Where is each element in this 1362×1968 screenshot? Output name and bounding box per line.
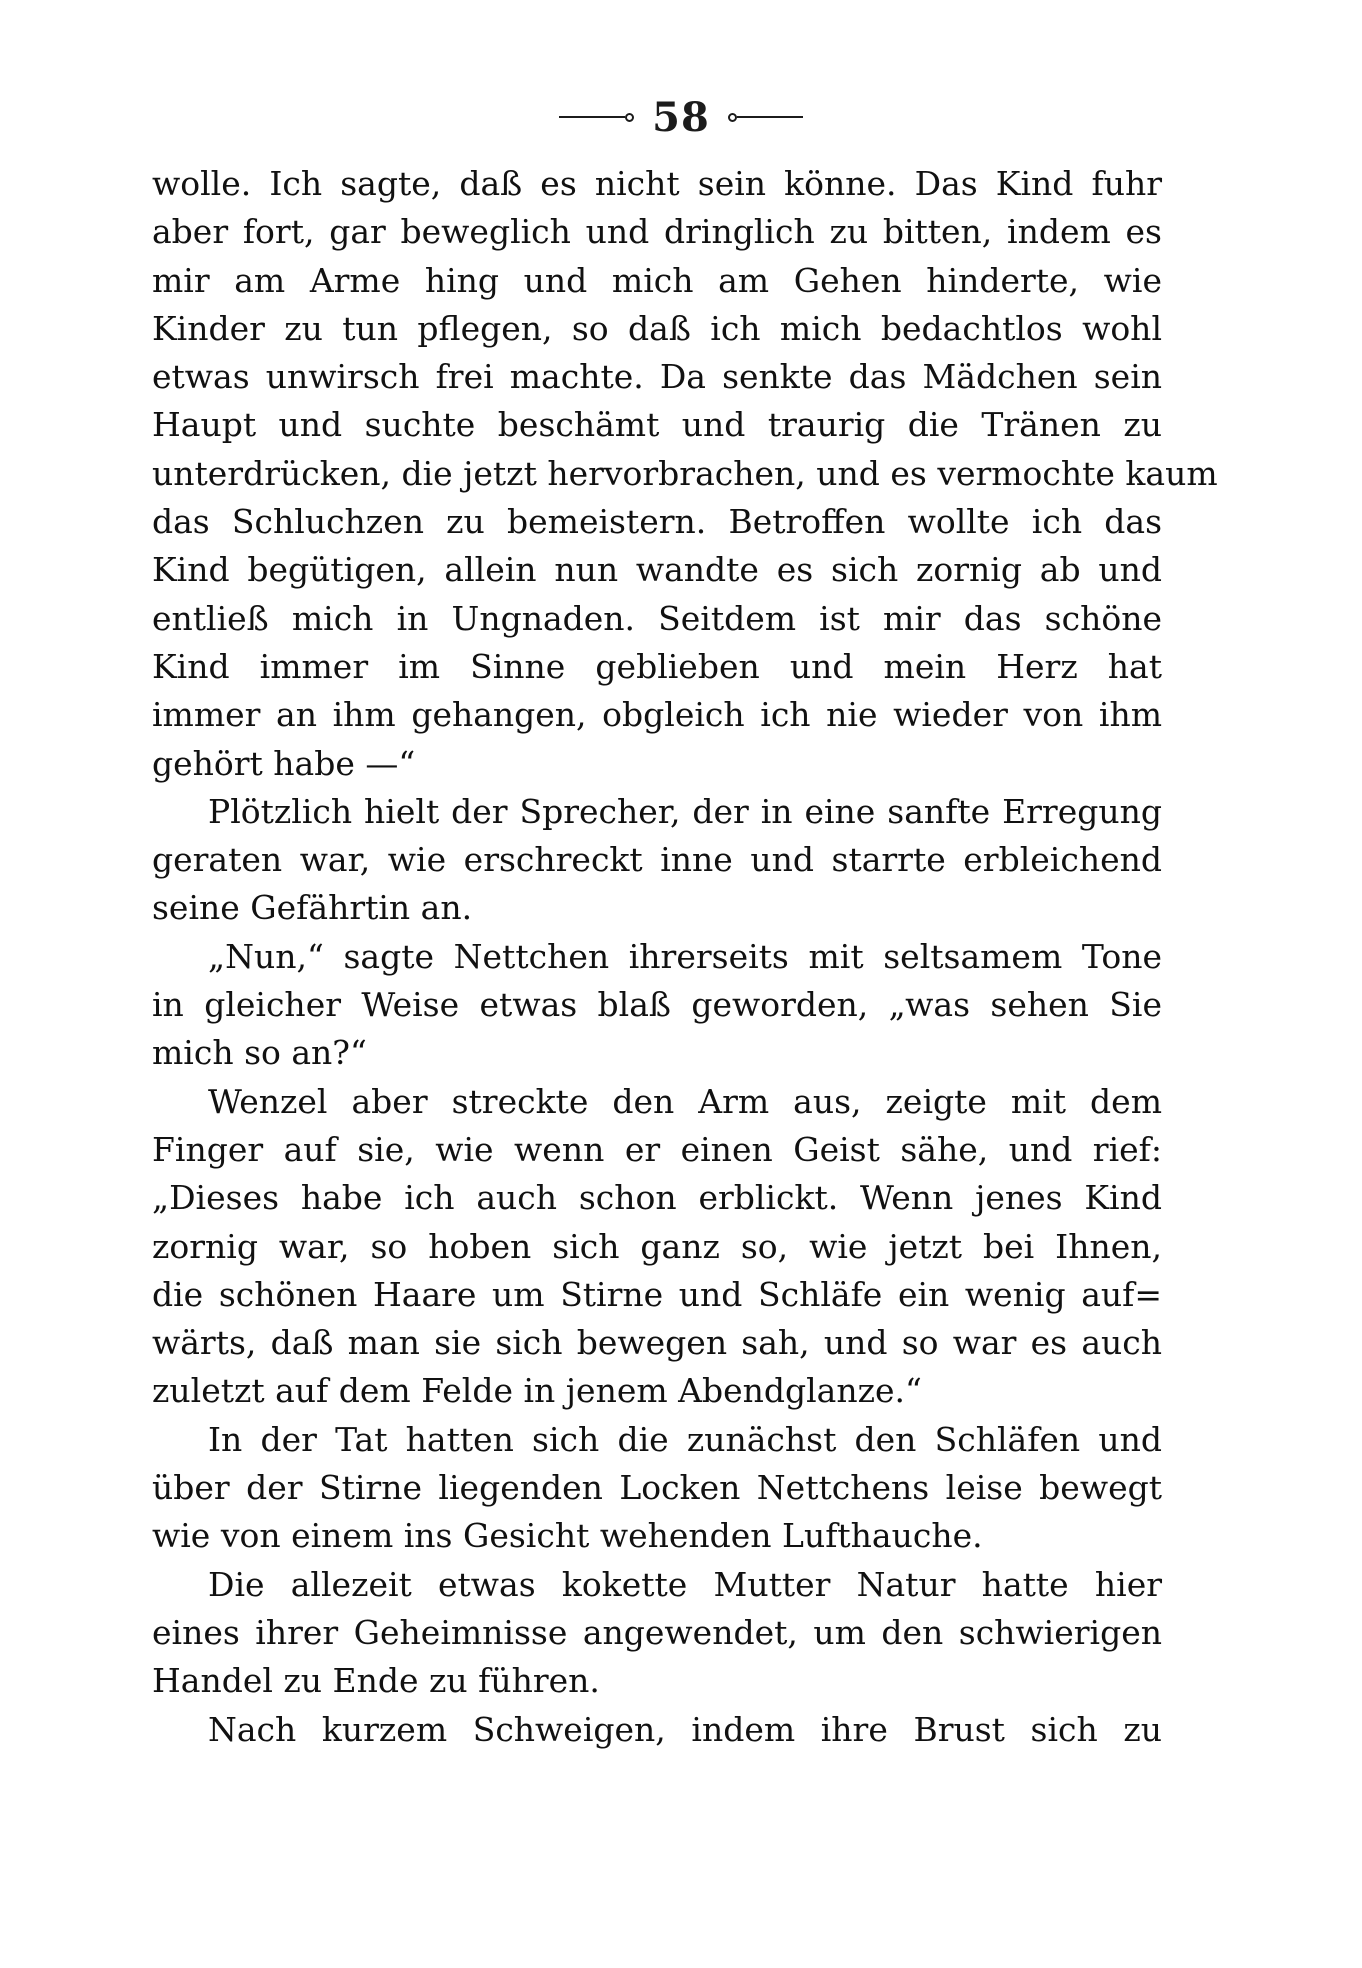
text-line: wolle. Ich sagte, daß es nicht sein könne. Das Kind fuhr xyxy=(152,164,1162,203)
page-header xyxy=(0,92,1362,142)
text-line: eines ihrer Geheimnisse angewendet, um den schwierigen xyxy=(152,1612,1162,1652)
paragraph-first-line: Plötzlich hielt der Sprecher, der in eine sanfte Erregung xyxy=(208,791,1162,831)
text-line: Kind begütigen, allein nun wandte es sich zornig ab und xyxy=(152,550,1162,590)
right-ornament-rule xyxy=(728,113,803,122)
text-line: in gleicher Weise etwas blaß geworden, „was sehen Sie xyxy=(152,985,1162,1025)
text-line: Kind immer im Sinne geblieben und mein Herz hat xyxy=(152,646,1162,686)
text-line: Haupt und suchte beschämt und traurig die Tränen zu xyxy=(152,405,1162,445)
text-line: Handel zu Ende zu führen. xyxy=(152,1661,600,1701)
text-line: die schönen Haare um Stirne und Schläfe ein wenig auf= xyxy=(152,1274,1162,1314)
text-line: über der Stirne liegenden Locken Nettchens leise bewegt xyxy=(152,1468,1162,1508)
left-ornament-rule xyxy=(559,113,634,122)
text-line: unterdrücken, die jetzt hervorbrachen, und es vermochte kaum xyxy=(152,453,1218,493)
text-line: „Dieses habe ich auch schon erblickt. Wenn jenes Kind xyxy=(152,1178,1162,1218)
text-line: das Schluchzen zu bemeistern. Betroffen wollte ich das xyxy=(152,502,1162,542)
text-line: mir am Arme hing und mich am Gehen hinderte, wie xyxy=(152,260,1162,300)
body-text xyxy=(152,160,1218,1754)
text-line: gehört habe —“ xyxy=(152,743,416,783)
text-line: immer an ihm gehangen, obgleich ich nie wieder von ihm xyxy=(152,695,1162,735)
text-line: seine Gefährtin an. xyxy=(152,888,473,928)
paragraph-first-line: Die allezeit etwas kokette Mutter Natur hatte hier xyxy=(208,1564,1162,1604)
paragraph-first-line: Wenzel aber streckte den Arm aus, zeigte mit dem xyxy=(208,1081,1162,1121)
text-line: zornig war, so hoben sich ganz so, wie jetzt bei Ihnen, xyxy=(152,1226,1162,1266)
text-line: wärts, daß man sie sich bewegen sah, und so war es auch xyxy=(152,1323,1162,1363)
text-line: aber fort, gar beweglich und dringlich zu bitten, indem es xyxy=(152,212,1162,252)
paragraph-first-line: „Nun,“ sagte Nettchen ihrerseits mit seltsamem Tone xyxy=(208,936,1162,976)
paragraph-first-line: In der Tat hatten sich die zunächst den Schläfen und xyxy=(208,1419,1162,1459)
text-line: mich so an?“ xyxy=(152,1033,367,1073)
text-line: Finger auf sie, wie wenn er einen Geist sähe, und rief: xyxy=(152,1129,1162,1169)
text-line: zuletzt auf dem Felde in jenem Abendglanze.“ xyxy=(152,1371,922,1411)
text-line: Kinder zu tun pflegen, so daß ich mich bedachtlos wohl xyxy=(152,308,1162,348)
text-line: geraten war, wie erschreckt inne und starrte erbleichend xyxy=(152,840,1162,880)
text-line: entließ mich in Ungnaden. Seitdem ist mir das schöne xyxy=(152,598,1162,638)
text-line: etwas unwirsch frei machte. Da senkte das Mädchen sein xyxy=(152,357,1162,397)
page-number: 58 xyxy=(652,93,710,141)
paragraph-first-line: Nach kurzem Schweigen, indem ihre Brust sich zu xyxy=(208,1709,1162,1749)
text-line: wie von einem ins Gesicht wehenden Lufthauche. xyxy=(152,1516,983,1556)
